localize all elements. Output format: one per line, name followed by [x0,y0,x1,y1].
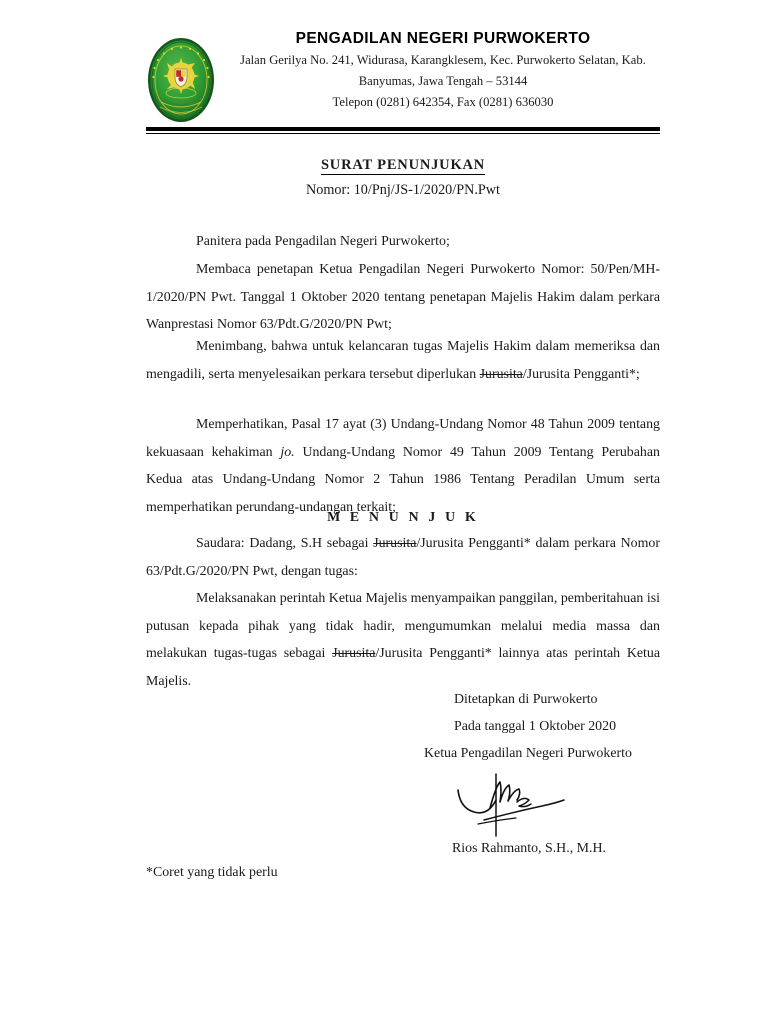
italic-jo: jo. [280,444,295,460]
tugas-part-b: /Jurusita Pengganti* lainnya atas perintah Ketua Majelis. [146,646,661,689]
address-line-2: Banyumas, Jawa Tengah – 53144 [358,74,528,88]
strikethrough-jurusita: Jurusita [479,366,523,382]
handwritten-signature-icon [448,768,608,840]
paragraph-text [146,333,660,388]
paragraph-text: Membaca penetapan Ketua Pengadilan Negeri Purwokerto Nomor: 50/Pen/MH-1/2020/PN Pwt. Tanggal 1 Oktober 2020 tentang penetapan Majelis Hakim dalam perkara Wanprestasi Nomor 63/Pdt.G/2020/PN Pwt; [146,262,660,332]
contact-line: Telepon (0281) 642354, Fax (0281) 636030 [332,95,554,109]
paragraph-menimbang [146,333,660,388]
menimbang-part-a: Menimbang, bahwa untuk kelancaran tugas Majelis Hakim dalam memeriksa dan mengadili, serta menyelesaikan perkara tersebut diperlukan [146,339,660,382]
strikethrough-jurusita: Jurusita [332,646,376,661]
document-title [146,155,660,175]
signature-date: Pada tanggal 1 Oktober 2020 [454,719,617,734]
strikethrough-jurusita: Jurusita [373,536,417,551]
saudara-part-b: /Jurusita Pengganti* dalam perkara Nomor 63/Pdt.G/2020/PN Pwt, dengan tugas: [146,536,660,579]
saudara-part-a: Saudara: Dadang, S.H sebagai [196,536,374,551]
address-line-1: Jalan Gerilya No. 241, Widurasa, Karangklesem, Kec. Purwokerto Selatan, Kab. [240,53,646,67]
tugas-part-a: Melaksanakan perintah Ketua Majelis menyampaikan panggilan, pemberitahuan isi putusan kepada pihak yang tidak hadir, mengumumkan melalui media massa dan melakukan tugas-tugas sebagai [146,591,660,661]
divider-thin-rule [146,133,660,134]
paragraph-text [146,585,660,695]
menimbang-part-b: /Jurusita Pengganti*; [522,366,640,382]
paragraph-text [146,530,660,585]
memperhatikan-part-a: Memperhatikan, Pasal 17 ayat (3) Undang-Undang Nomor 48 Tahun 2009 tentang kekuasaan kehakiman [146,417,660,460]
paragraph-text: Panitera pada Pengadilan Negeri Purwokerto; [196,234,450,249]
signature-position: Ketua Pengadilan Negeri Purwokerto [424,746,632,761]
signer-name: Rios Rahmanto, S.H., M.H. [452,841,606,856]
paragraph-tugas [146,585,660,695]
paragraph-panitera [146,228,660,256]
letterhead-divider [146,127,660,134]
document-number: Nomor: 10/Pnj/JS-1/2020/PN.Pwt [306,182,500,198]
letterhead-text [225,28,661,113]
menunjuk-heading: M E N U N J U K [327,509,479,524]
signature-place: Ditetapkan di Purwokerto [454,692,598,707]
paragraph-saudara [146,530,660,585]
organization-name: PENGADILAN NEGERI PURWOKERTO [295,30,591,47]
document-title-text: SURAT PENUNJUKAN [320,157,486,173]
pengadilan-negeri-purwokerto-crest-icon [145,36,217,124]
footnote: *Coret yang tidak perlu [146,865,278,880]
memperhatikan-part-b: Undang-Undang Nomor 49 Tahun 2009 Tentang Perubahan Kedua atas Undang-Undang Nomor 2 Tahun 1986 Tentang Peradilan Umum serta memperhatikan perundang-undangan terkait; [146,444,660,515]
letterhead [145,28,661,128]
signature-block [424,686,660,767]
paragraph-membaca [146,256,660,339]
